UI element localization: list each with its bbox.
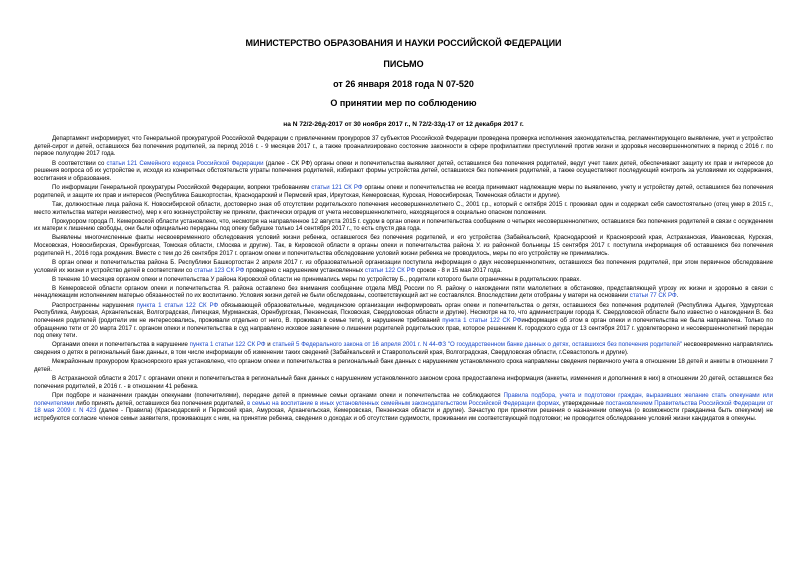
paragraph-text: и (265, 341, 273, 349)
link-government-decree[interactable]: постановлением Правительства Российской Федерации от 18 мая 2009 г. N 423 (34, 399, 774, 415)
paragraph-5: Прокурором города П. Кемеровской области установлено, что, несмотря на направленное 12 августа 2015 г. судом в орган опеки и попечительства сообщение о четырех несовершеннолетних, оставшихся без попечения родителей в связи с осуждением их матери к лишению свободы, они были официально переданы под опеку бабушке только 14 сентября 2017 г., то есть спустя два года. (34, 217, 773, 233)
link-article-121[interactable]: статьи 121 СК РФ (311, 184, 363, 191)
paragraph-7 (34, 259, 773, 274)
paragraph-text: В Кемеровской области органом опеки и попечительства Я. района оставлено без внимания сообщение отдела МВД России по Я. району о нахождении пяти малолетних в обстановке, представляющей угрозу их жизни и здоровью в связи с ненадлежащим исполнением матерью обязанностей по их воспитанию. Условия жизни детей не были обследованы, соответствующий акт не составлялся. Впоследствии дети отобраны у матери на основании (34, 284, 773, 300)
paragraph-12: Межрайонным прокурором Красноярского края установлено, что органом опеки и попечительства в региональный банк данных с нарушением установленного срока направлены сведения первичного учета в отношении 18 детей и анкеты в отношении 7 детей. (34, 358, 773, 373)
paragraph-text: В орган опеки и попечительства района Б. Республики Башкортостан 2 апреля 2017 г. из образовательной организации поступила информация о двух несовершеннолетних, оставшихся без попечения родителей, при этом первичное обследование условий их жизни и устройство детей в соответствии со (34, 258, 773, 274)
paragraph-text: либо принять детей, оставшихся без попечения родителей, (74, 399, 247, 407)
paragraph-4: Так, должностные лица района К. Новосибирской области, достоверно зная об отсутствии родительского попечения несовершеннолетнего С., 2001 г.р., который с октября 2015 г. проживал один и содержал себя самостоятельно (отец умер в 2015 г., место жительства матери неизвестно), мер к его жизнеустройству не приняли, фактически оградив от учета несовершеннолетнего, находящегося в социально опасном положении. (34, 200, 773, 216)
paragraph-text: Органами опеки и попечительства в нарушение (52, 341, 190, 349)
paragraph-3 (34, 184, 773, 199)
paragraph-text: , утвержденные (559, 399, 606, 407)
paragraph-text: органы опеки и попечительства не всегда принимают надлежащие меры по выявлению, учету и устройству детей, оставшихся без попечения родителей, и защите их прав и интересов (Республика Башкортостан, Краснодарский и Пермский края, Иркутская, Кемеровская, Курская, Новосибирская, Тюменская области и другие). (34, 184, 773, 199)
link-rules[interactable]: Правила подбора, учета и подготовки граждан, выразивших желание стать опекунами или попечителями (34, 391, 774, 407)
link-point-1-article-122[interactable]: пункта 1 статьи 122 СК РФ (189, 341, 266, 349)
paragraph-text: несвоевременно направлялись сведения о детях в региональный банк данных, в том числе информации об изменении таких сведений (Забайкальский и Ставропольский края, Волгоградская, Свердловская области, г.Севастополь и другие). (34, 341, 773, 357)
link-federal-law-44[interactable]: Федерального закона от 16 апреля 2001 г. N 44-ФЗ "О государственном банке данных о детях, оставшихся без попечения родителей" (301, 341, 683, 349)
paragraph-text: Распространены нарушения (52, 301, 137, 309)
paragraph-text: (далее - СК РФ) органы опеки и попечительства выявляют детей, оставшихся без попечения родителей, ведут учет таких детей, обеспечивают защиту их прав и интересов до решения вопроса об их устройстве и, исходя из конкретных обстоятельств утраты попечения родителей, избирают формы устройства детей, оставшихся без попечения родителей, а также осуществляют последующий контроль за условиями их содержания, воспитания и образования. (34, 159, 773, 182)
paragraph-text: проведено с нарушением установленных (244, 266, 365, 274)
document-subject: О принятии мер по соблюдению (330, 98, 477, 108)
paragraph-14 (34, 392, 773, 423)
document-type: ПИСЬМО (383, 59, 424, 69)
paragraph-6: Выявлены многочисленные факты несвоевременного обследования условий жизни ребенка, оставшегося без попечения родителей, и его устройства (Забайкальский, Краснодарский и Красноярский края, Астраханская, Ивановская, Курская, Московская, Новосибирская, Оренбургская, Томская области, г.Москва и другие). Так, в Кировской области в органы опеки и попечительства района У. из районной больницы 15 сентября 2017 г. поступила информация об оставшемся без попечения родителей Н., 2016 года рождения. Вместе с тем до 26 сентября 2017 г. органом опеки и попечительства обследование условий жизни ребенка не проводилось, меры по его устройству не принимались. (34, 234, 773, 257)
paragraph-9 (34, 285, 773, 300)
link-point-1-article-122[interactable]: пункта 1 статьи 122 СК РФ (136, 301, 219, 309)
paragraph-11 (34, 341, 773, 356)
link-point-1-article-122[interactable]: пункта 1 статьи 122 СК РФ (442, 316, 522, 324)
document-body (34, 135, 773, 423)
paragraph-text: По информации Генеральной прокуратуры Российской Федерации, вопреки требованиям (52, 184, 312, 191)
paragraph-text: При подборе и назначении граждан опекунами (попечителями), передаче детей в приемные семьи органами опеки и попечительства не соблюдаются (52, 391, 504, 399)
link-article-121-family-code[interactable]: статьи 121 Семейного кодекса Российской Федерации (106, 159, 264, 167)
link-article-77[interactable]: статьи 77 СК РФ (629, 292, 677, 300)
paragraph-text: информация об этом в орган опеки и попечительства не была направлена. Только по обращению тети от 20 марта 2017 г. органом опеки и попечительства в суд направлено исковое заявление о лишении родителей родительских прав, которое решением К. городского суда от 13 сентября 2017 г. удовлетворено и несовершеннолетний передан под опеку тети. (34, 316, 773, 340)
paragraph-text: обязывающей образовательные, медицинские организации информировать орган опеки и попечительства о детях, оставшихся без попечения родителей (Республика Адыгея, Удмуртская Республика, Амурская, Архангельская, Волгоградская, Липецкая, Мурманская, Оренбургская, Пензенская, Псковская, Свердловская области и другие). Несмотря на то, что администрации города К. Свердловской области было известно о нахождении В. без попечения родителей (родители им не интересовались, проживали отдельно от него, В. проживал в семье тети), в нарушение требований (34, 301, 773, 324)
paragraph-text: В соответствии со (52, 159, 107, 167)
paragraph-13: В Астраханской области в 2017 г. органами опеки и попечительства в региональный банк данных с нарушением установленного законом срока предоставлена информация (анкеты, изменения и дополнения в них) в отношении 20 детей, оставшихся без попечения родителей, в 2016 г. - в отношении 41 ребенка. (34, 375, 773, 390)
link-article-123[interactable]: статьи 123 СК РФ (194, 266, 245, 274)
paragraph-10 (34, 302, 773, 341)
paragraph-text: . (676, 292, 679, 300)
link-article-5[interactable]: статьей 5 (272, 341, 300, 349)
ministry-title: МИНИСТЕРСТВО ОБРАЗОВАНИЯ И НАУКИ РОССИЙСКОЙ ФЕДЕРАЦИИ (245, 38, 562, 48)
paragraph-2 (34, 160, 773, 183)
paragraph-text: (далее - Правила) (Краснодарский и Пермский края, Амурская, Архангельская, Кемеровская, Пензенская области и другие). Зачастую при принятии решения о назначении опекуна (о возможности гражданина быть опекуном) не истребуются согласие членов семьи заявителя, проживающих с ним, на принятие ребенка, сведения о доходах и об отсутствии судимости, проживании им соответствующей подготовки; не проводится обследование условий жизни кандидатов в опекуны. (34, 407, 773, 422)
paragraph-1: Департамент информирует, что Генеральной прокуратурой Российской Федерации с привлечением прокуроров 37 субъектов Российской Федерации проведена проверка исполнения законодательства, регламентирующего выявление, учет и устройство детей-сирот и детей, оставшихся без попечения родителей, за период 2016 г. - 9 месяцев 2017 г., а также проанализировано состояние законности в сфере профилактики преступлений против жизни и здоровья несовершеннолетних в период с 2016 г. по первое полугодие 2017 года. (34, 135, 773, 158)
paragraph-text: сроков - 8 и 15 мая 2017 года. (415, 266, 502, 274)
document-reference: на N 72/2-26д-2017 от 30 ноября 2017 г., N 72/2-33д-17 от 12 декабря 2017 г. (283, 121, 524, 128)
paragraph-8: В течение 10 месяцев органом опеки и попечительства У района Кировской области не принимались меры по устройству Б., родители которого были ограничены в родительских правах. (52, 275, 582, 283)
link-article-122[interactable]: статьи 122 СК РФ (364, 266, 416, 274)
link-rules-forms[interactable]: в семью на воспитание в иных установленных семейным законодательством Российской Федерации формах (246, 399, 560, 407)
document-date-number: от 26 января 2018 года N 07-520 (333, 79, 474, 89)
